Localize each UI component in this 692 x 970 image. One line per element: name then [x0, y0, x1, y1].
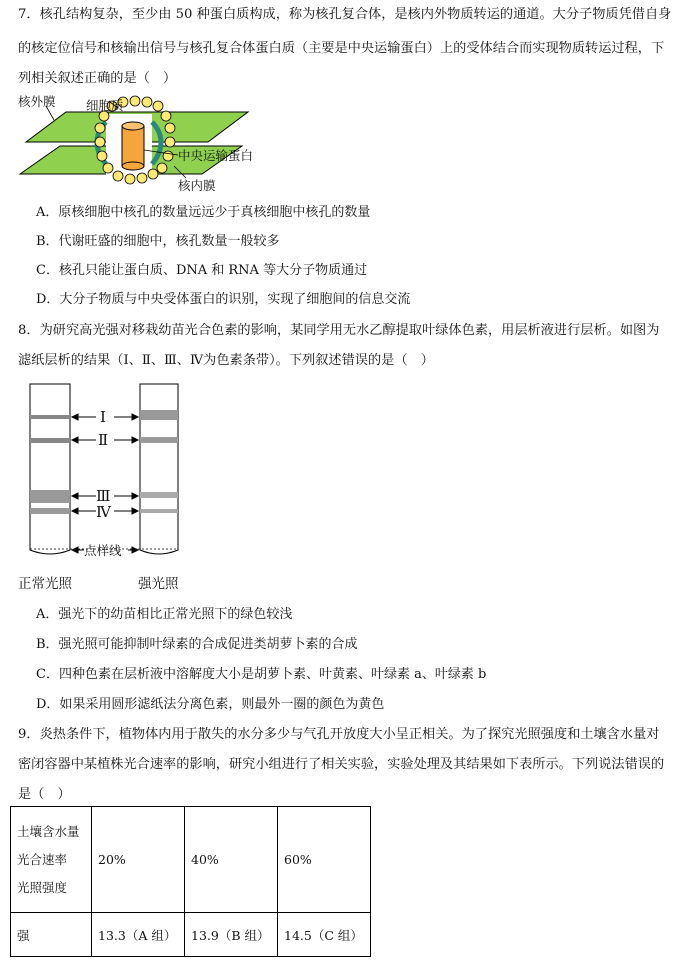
- band-label-2: Ⅱ: [98, 431, 109, 449]
- table-row-label: 强: [11, 913, 92, 957]
- q7-option-c: C．核孔只能让蛋白质、DNA 和 RNA 等大分子物质通过: [36, 263, 368, 278]
- header-photosynthesis-rate: 光合速率: [17, 851, 68, 867]
- table-header-corner: [11, 807, 92, 913]
- q9-stem-line-2: 密闭容器中某植株光合速率的影响，研究小组进行了相关实验，实验处理及其结果如下表所示。下列说法错误的: [18, 757, 665, 772]
- q9-data-table: [10, 806, 371, 957]
- caption-normal-light: 正常光照: [18, 576, 72, 592]
- label-central-transporter: 中央运输蛋白: [178, 148, 254, 163]
- label-cytoplasm: 细胞质: [86, 98, 124, 113]
- table-cell: 13.3（A 组）: [92, 913, 185, 957]
- table-col-header: 60%: [278, 807, 371, 913]
- strip-strong-light: [140, 384, 178, 554]
- q9-stem-line-3: 是（ ）: [18, 787, 71, 802]
- band-label-3: Ⅲ: [96, 487, 111, 505]
- q8-option-c: C．四种色素在层析液中溶解度大小是胡萝卜素、叶黄素、叶绿素 a、叶绿素 b: [36, 667, 487, 682]
- origin-line-label: 点样线: [84, 543, 122, 558]
- table-row: [11, 913, 371, 957]
- q7-stem-line-2: 的核定位信号和核输出信号与核孔复合体蛋白质（主要是中央运输蛋白）上的受体结合而实现物质转运过程，下: [18, 41, 665, 56]
- chromatography-diagram: [22, 382, 194, 560]
- q7-option-d: D．大分子物质与中央受体蛋白的识别，实现了细胞间的信息交流: [36, 292, 411, 307]
- q8-option-a: A．强光下的幼苗相比正常光照下的绿色较浅: [36, 607, 293, 622]
- q7-option-a: A．原核细胞中核孔的数量远远少于真核细胞中核孔的数量: [36, 205, 371, 220]
- strip-normal-light: [30, 384, 70, 554]
- label-outer-membrane: 核外膜: [18, 94, 56, 109]
- table-cell: 13.9（B 组）: [185, 913, 278, 957]
- table-col-header: 40%: [185, 807, 278, 913]
- label-inner-membrane: 核内膜: [178, 178, 216, 193]
- q8-option-b: B．强光照可能抑制叶绿素的合成促进类胡萝卜素的合成: [36, 637, 358, 652]
- q8-option-d: D．如果采用圆形滤纸法分离色素，则最外一圈的颜色为黄色: [36, 697, 385, 712]
- band-label-4: Ⅳ: [96, 503, 111, 521]
- nuclear-pore-diagram: [18, 92, 288, 196]
- header-light-intensity: 光照强度: [17, 879, 68, 895]
- central-transporter: [122, 126, 144, 166]
- band-label-1: Ⅰ: [100, 408, 106, 426]
- q8-stem-line-2: 滤纸层析的结果（Ⅰ、Ⅱ、Ⅲ、Ⅳ为色素条带）。下列叙述错误的是（ ）: [18, 353, 434, 368]
- q7-option-b: B．代谢旺盛的细胞中，核孔数量一般较多: [36, 234, 280, 249]
- caption-strong-light: 强光照: [138, 576, 179, 592]
- q7-stem-line-3: 列相关叙述正确的是（ ）: [18, 71, 177, 86]
- q9-stem-line-1: 9．炎热条件下，植物体内用于散失的水分多少与气孔开放度大小呈正相关。为了探究光照强度和土壤含水量对: [18, 727, 660, 742]
- q8-stem-line-1: 8．为研究高光强对移栽幼苗光合色素的影响，某同学用无水乙醇提取叶绿体色素，用层析液进行层析。如图为: [18, 323, 660, 338]
- table-col-header: 20%: [92, 807, 185, 913]
- table-cell: 14.5（C 组）: [278, 913, 371, 957]
- q7-stem-line-1: 7．核孔结构复杂，至少由 50 种蛋白质构成，称为核孔复合体，是核内外物质转运的通道。大分子物质凭借自身: [18, 7, 672, 22]
- header-soil-water: 土壤含水量: [17, 823, 80, 839]
